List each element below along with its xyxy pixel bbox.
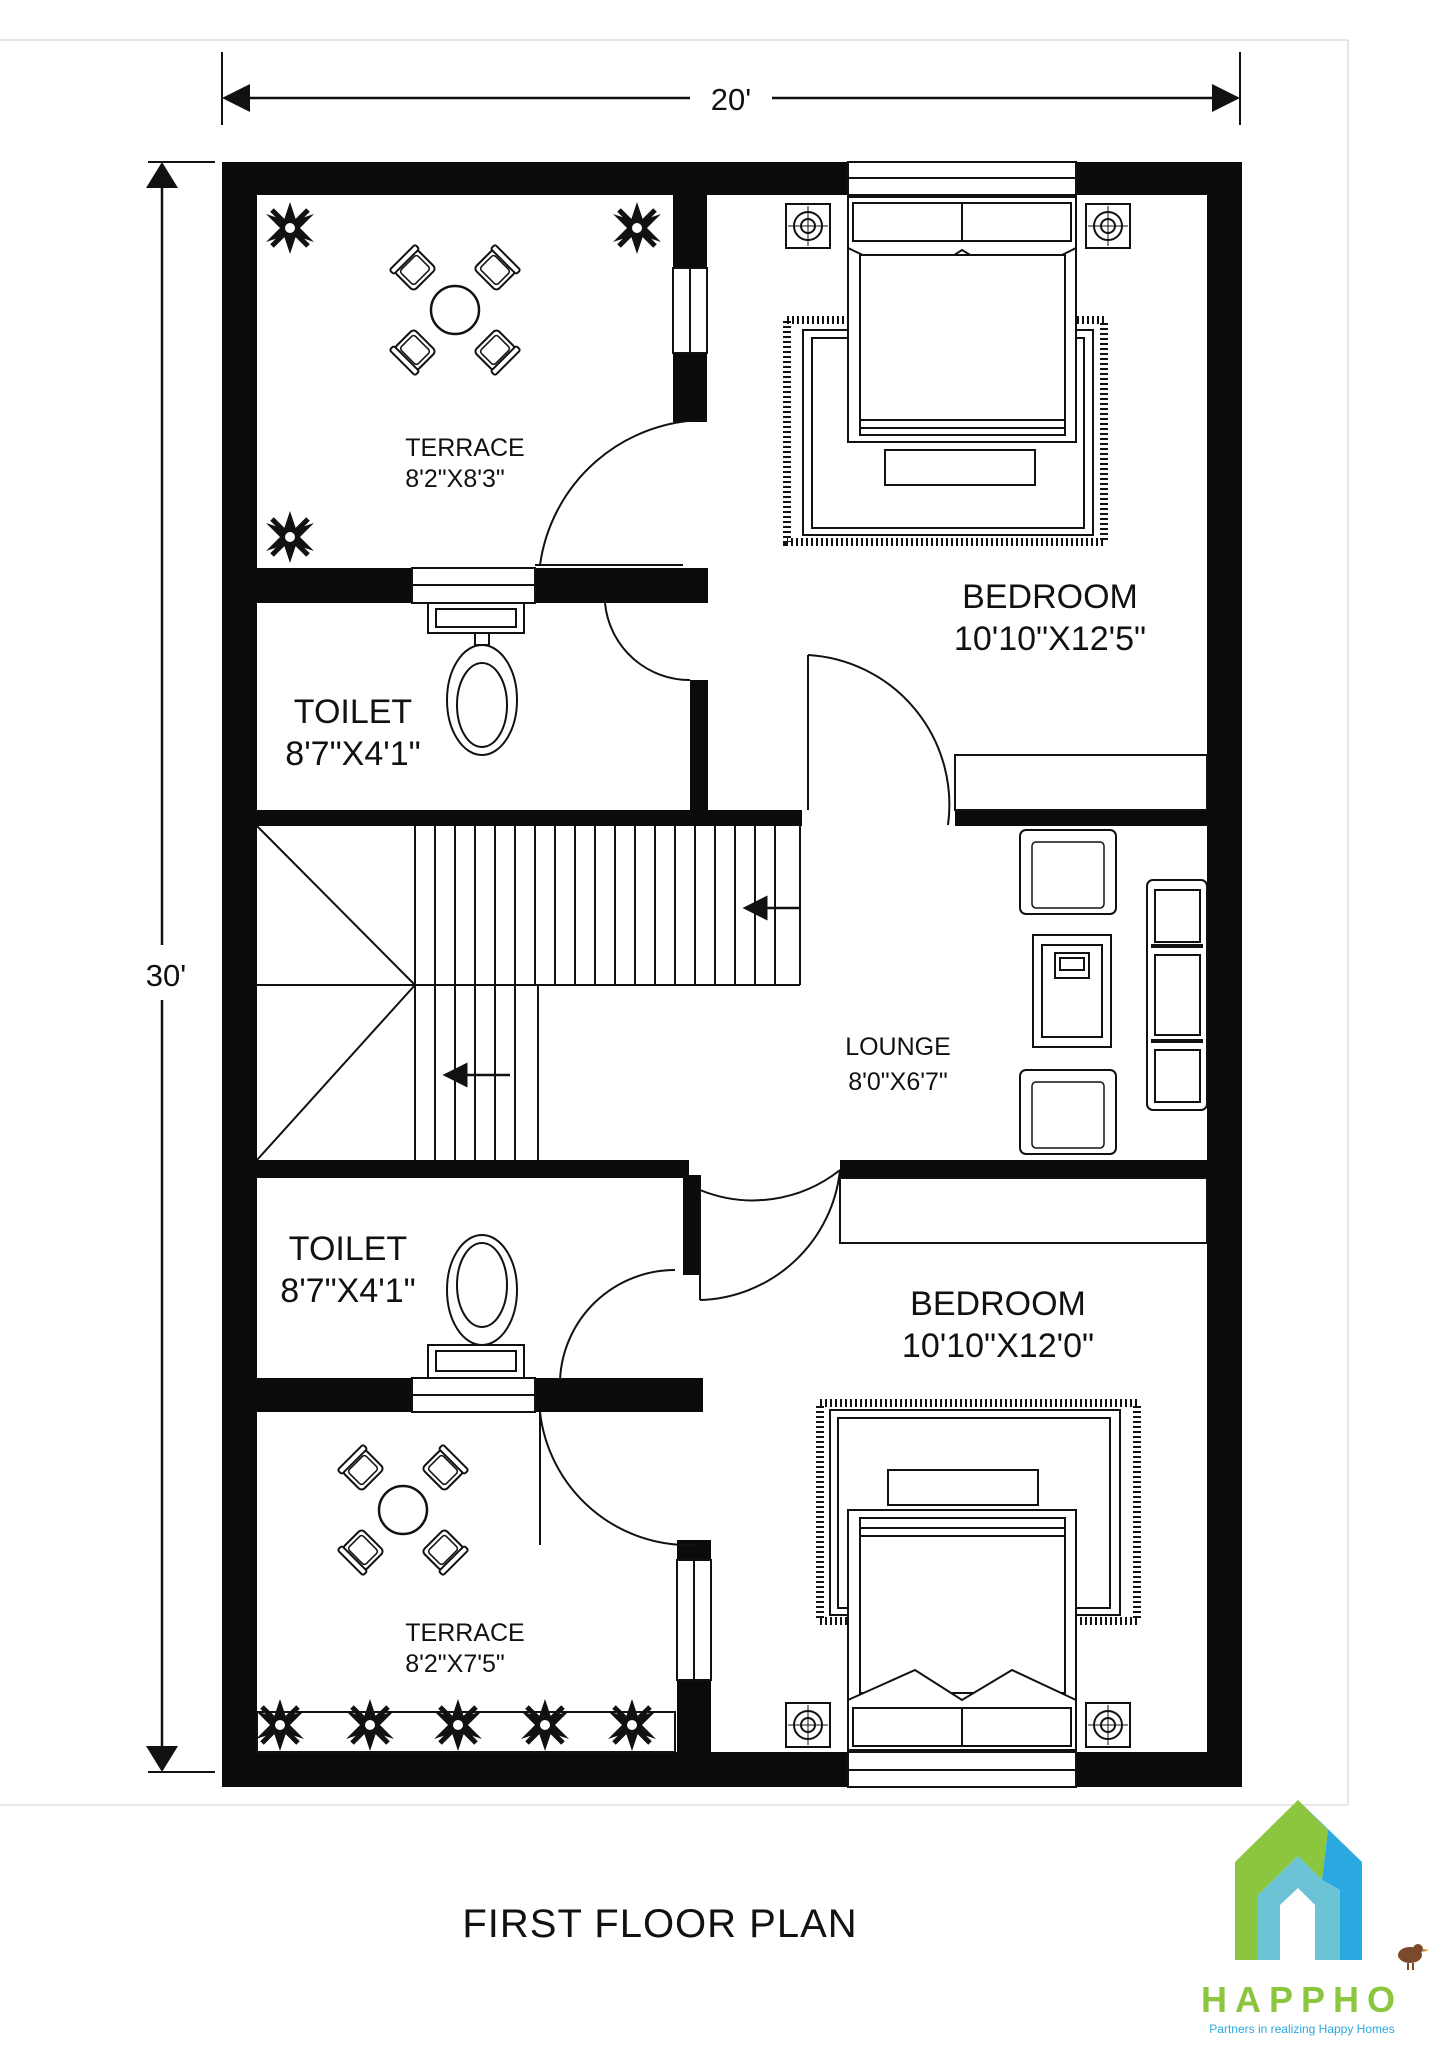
terrace-top-size: 8'2"X8'3" xyxy=(405,465,505,493)
bedroom-bottom-name: BEDROOM xyxy=(910,1285,1086,1323)
brand-name: HAPPHO xyxy=(1200,1979,1404,2020)
terrace-bottom-size: 8'2"X7'5" xyxy=(405,1650,505,1678)
dining-set-icon xyxy=(338,1445,469,1576)
bedroom-top-size: 10'10"X12'5" xyxy=(953,620,1147,658)
coffee-table-icon xyxy=(1033,935,1111,1047)
width-dimension xyxy=(222,52,1240,125)
bed-icon xyxy=(848,197,1076,485)
bedroom-top-name: BEDROOM xyxy=(962,578,1138,616)
dining-set-icon xyxy=(390,245,521,376)
toilet-bottom-name: TOILET xyxy=(288,1230,408,1268)
lounge-name: LOUNGE xyxy=(845,1033,951,1061)
plant-icon xyxy=(266,202,661,563)
toilet-bottom-size: 8'7"X4'1" xyxy=(280,1272,416,1310)
toilet-icon xyxy=(428,603,524,755)
depth-label: 30' xyxy=(145,958,187,993)
terrace-top-name: TERRACE xyxy=(405,434,525,462)
width-label: 20' xyxy=(710,82,752,117)
toilet-top-size: 8'7"X4'1" xyxy=(285,735,421,773)
toilet-top-name: TOILET xyxy=(293,693,413,731)
staircase xyxy=(257,826,800,1160)
plan-title: FIRST FLOOR PLAN xyxy=(462,1902,858,1946)
terrace-bottom-name: TERRACE xyxy=(405,1619,525,1647)
bed-icon xyxy=(848,1470,1076,1750)
brand-tagline: Partners in realizing Happy Homes xyxy=(1209,2022,1395,2036)
lounge-size: 8'0"X6'7" xyxy=(848,1068,948,1096)
toilet-icon xyxy=(428,1235,524,1378)
bedroom-bottom-size: 10'10"X12'0" xyxy=(901,1327,1095,1365)
depth-dimension xyxy=(146,162,215,1772)
happho-logo xyxy=(1201,1800,1429,2036)
